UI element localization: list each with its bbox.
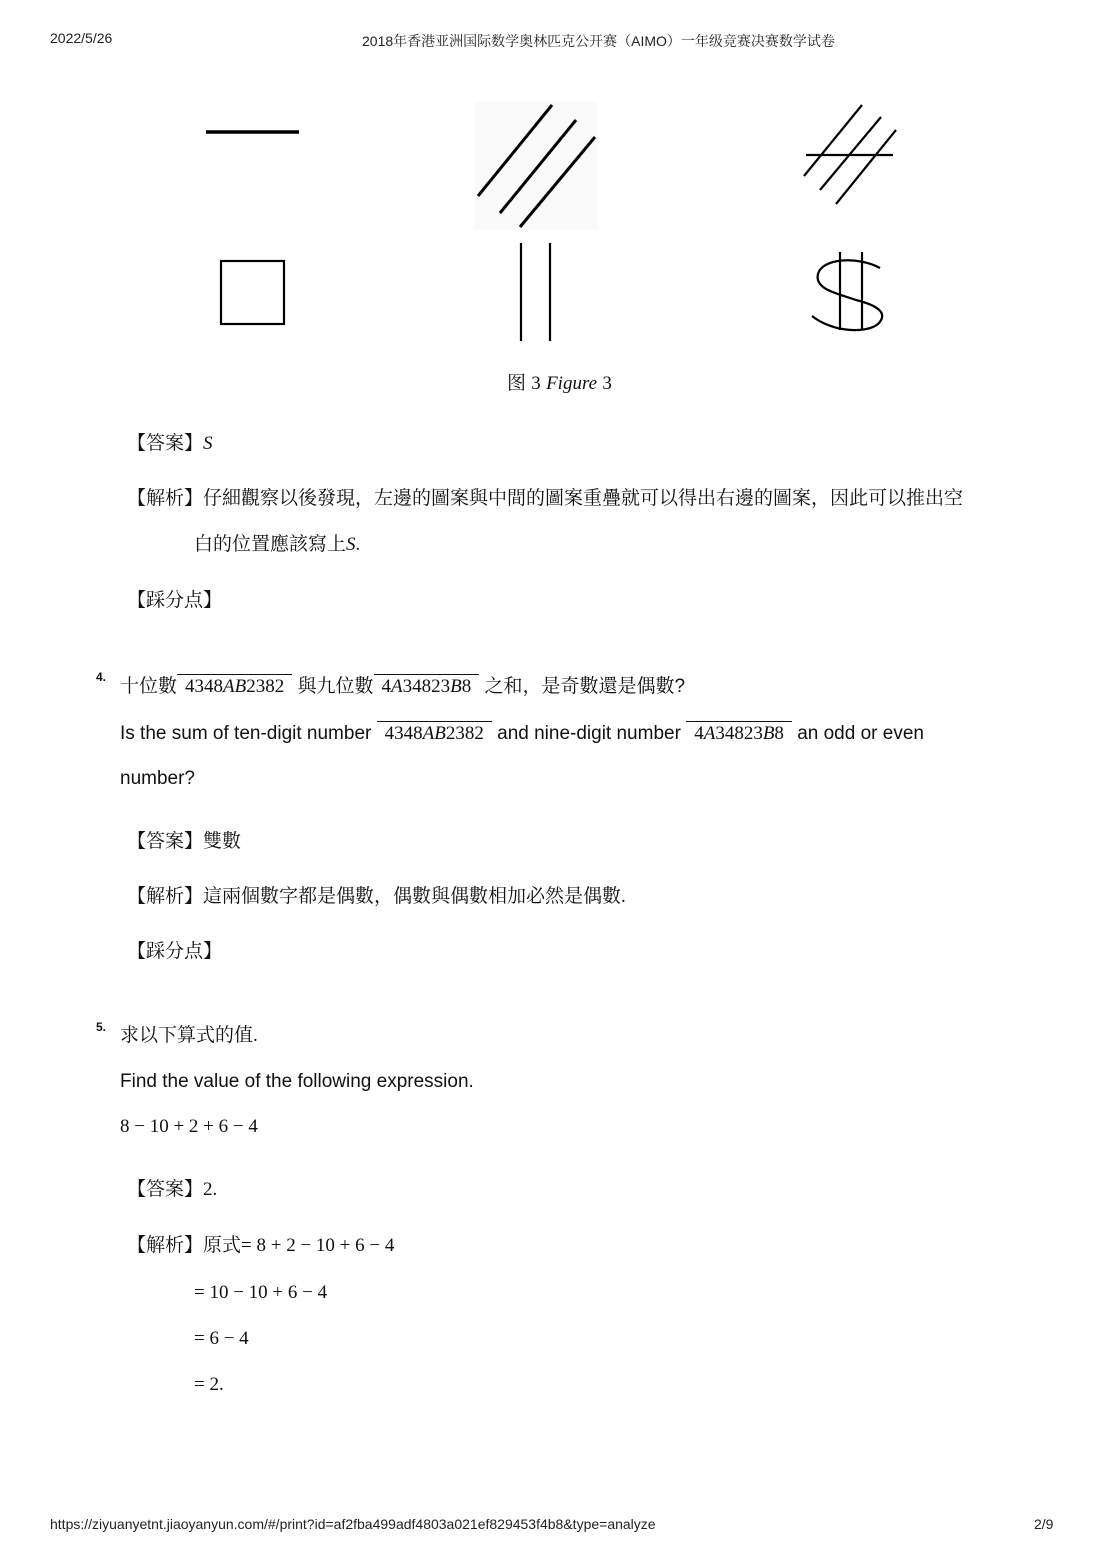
- figure-horizontal-line: [200, 120, 310, 140]
- overline-number: 4348AB2382: [377, 721, 492, 744]
- q4-question-cn: 十位數 4348AB2382 與九位數 4A34823B8 之和，是奇數還是偶數?: [120, 676, 686, 697]
- q5-answer: 【答案】2.: [127, 1179, 218, 1200]
- q4-points: 【踩分点】: [127, 941, 223, 962]
- overline-number: 4348AB2382: [177, 674, 292, 697]
- figure-three-diagonal-lines: [472, 100, 602, 235]
- question-number: 5.: [96, 1020, 107, 1034]
- figure-square: [215, 255, 295, 335]
- q3-analysis-line1: 【解析】仔細觀察以後發現，左邊的圖案與中間的圖案重疊就可以得出右邊的圖案，因此可以推出空: [127, 488, 964, 509]
- figure-two-vertical-lines: [510, 240, 560, 350]
- q5-step: = 10 − 10 + 6 − 4: [194, 1282, 328, 1303]
- question-number: 4.: [96, 670, 107, 684]
- q5-step: = 2.: [194, 1374, 224, 1395]
- q5-analysis: 【解析】原式= 8 + 2 − 10 + 6 − 4: [127, 1235, 395, 1256]
- q5-expression: 8 − 10 + 2 + 6 − 4: [120, 1116, 258, 1137]
- q4-question-en-line2: number?: [120, 768, 195, 789]
- q4-question-en: Is the sum of ten-digit number 4348AB2382 and nine-digit number 4A34823B8 an odd or even: [120, 723, 924, 744]
- q4-analysis: 【解析】這兩個數字都是偶數，偶數與偶數相加必然是偶數.: [127, 886, 626, 907]
- footer-url[interactable]: https://ziyuanyetnt.jiaoyanyun.com/#/print?id=af2fba499adf4803a021ef829453f4b8&type=analyze: [50, 1516, 656, 1532]
- q3-points: 【踩分点】: [127, 590, 223, 611]
- page-number: 2/9: [1034, 1516, 1054, 1532]
- q5-step: = 6 − 4: [194, 1328, 249, 1349]
- q3-answer: 【答案】S: [127, 433, 213, 454]
- document-title: 2018年香港亚洲国际数学奥林匹克公开赛（AIMO）一年级竞赛决赛数学试卷: [362, 33, 835, 49]
- q4-answer: 【答案】雙數: [127, 831, 242, 852]
- q5-question-en: Find the value of the following expression.: [120, 1071, 474, 1092]
- overline-number: 4A34823B8: [374, 674, 480, 697]
- overline-number: 4A34823B8: [686, 721, 792, 744]
- figure-caption: 图 3 Figure 3: [507, 373, 612, 394]
- q3-analysis-line2: 白的位置應該寫上S.: [194, 534, 361, 555]
- figure-dollar-sign: [800, 250, 900, 340]
- print-date: 2022/5/26: [50, 30, 113, 46]
- figure-diagonals-with-horizontal: [800, 100, 900, 210]
- q5-question-cn: 求以下算式的值.: [120, 1025, 258, 1046]
